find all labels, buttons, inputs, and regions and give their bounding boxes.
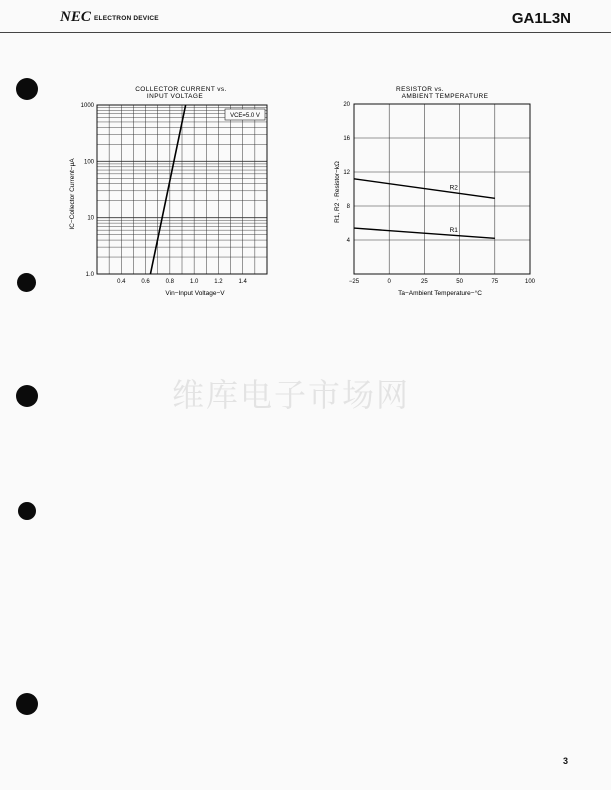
binder-hole-5 xyxy=(16,693,38,715)
chart2-xtick-label: 25 xyxy=(421,279,428,285)
chart2-xtick-label: 0 xyxy=(387,279,391,285)
chart2-xtick-label: 100 xyxy=(524,279,536,285)
chart2-ytick-label: 12 xyxy=(343,170,350,176)
binder-hole-2 xyxy=(17,273,36,292)
brand-logo: NEC xyxy=(60,9,91,25)
part-number: GA1L3N xyxy=(511,10,571,27)
chart1-xtick-label: 0.8 xyxy=(165,279,175,285)
chart1-xtick-label: 0.4 xyxy=(117,279,126,285)
chart2-series-label: R1 xyxy=(449,226,458,234)
chart2-ytick-label: 20 xyxy=(343,102,350,108)
chart2-xlabel: Ta−Ambient Temperature−°C xyxy=(398,290,482,297)
chart1-ytick-label: 1.0 xyxy=(85,272,94,278)
chart1-lines xyxy=(150,105,185,274)
watermark: 维库电子市场网 xyxy=(172,376,411,414)
chart1-ytick-label: 1000 xyxy=(80,103,94,109)
chart2-ylabel: R1, R2 · Resistor−kΩ xyxy=(334,161,341,223)
chart1-ylabel: IC−Collector Current−μA xyxy=(69,158,76,230)
binder-hole-3 xyxy=(16,385,38,407)
brand-subtitle: ELECTRON DEVICE xyxy=(94,15,159,22)
chart2-xtick-label: 75 xyxy=(491,279,499,285)
chart1-xtick-label: 0.6 xyxy=(141,279,150,285)
chart1-title-line1: COLLECTOR CURRENT vs. xyxy=(135,86,227,93)
page-header xyxy=(0,0,611,34)
chart1-xlabel: Vin−Input Voltage−V xyxy=(165,290,225,297)
chart1-annotation: VCE=5.0 V xyxy=(230,113,260,119)
chart1-grid xyxy=(97,105,267,274)
chart2-ytick-label: 16 xyxy=(343,136,350,142)
chart2-series-label: R2 xyxy=(449,184,458,192)
chart2-ticks xyxy=(343,102,535,285)
chart1-xtick-label: 1.0 xyxy=(189,279,199,285)
chart1-ticks xyxy=(81,103,248,285)
chart2-xtick-label: −25 xyxy=(348,279,360,285)
page-number: 3 xyxy=(563,756,569,766)
chart1-xtick-label: 1.2 xyxy=(214,279,223,285)
binder-hole-4 xyxy=(18,502,36,520)
chart2-xtick-label: 50 xyxy=(456,279,463,285)
chart2-frame xyxy=(354,104,530,274)
chart2-ytick-label: 4 xyxy=(346,238,350,244)
header-rule xyxy=(0,32,611,33)
collector-current-chart xyxy=(60,82,280,302)
chart2-title-line2: AMBIENT TEMPERATURE xyxy=(401,93,489,100)
resistor-chart xyxy=(325,82,545,302)
chart1-title-line2: INPUT VOLTAGE xyxy=(146,93,204,100)
chart2-title-line1: RESISTOR vs. xyxy=(395,86,445,93)
chart1-series-line xyxy=(150,105,185,274)
chart1-ytick-label: 100 xyxy=(83,159,94,166)
chart2-ytick-label: 8 xyxy=(346,204,350,210)
binder-hole-1 xyxy=(16,78,38,100)
chart1-xtick-label: 1.4 xyxy=(238,279,247,285)
chart1-ytick-label: 10 xyxy=(87,215,94,222)
chart2-grid xyxy=(354,104,530,274)
